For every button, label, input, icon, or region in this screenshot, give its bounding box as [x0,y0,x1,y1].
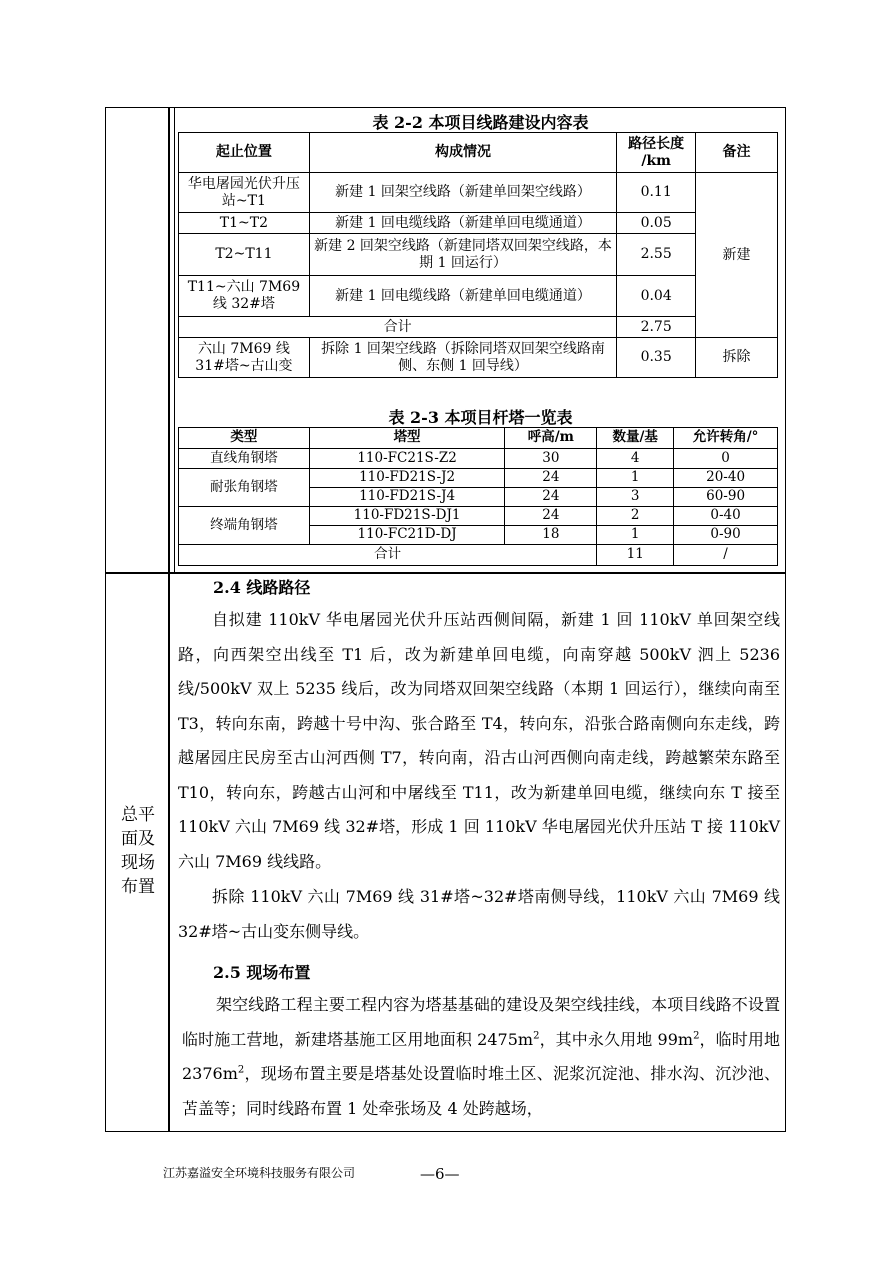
cell-position: 六山 7M69 线 31#塔~古山变 [179,338,310,378]
table-header-row [179,133,778,173]
cell-position: T11~六山 7M69 线 32#塔 [179,276,310,317]
header-composition: 构成情况 [309,133,616,173]
header-quantity: 数量/基 [597,428,674,449]
cell-total-label: 合计 [179,317,617,338]
header-length: 路径长度 /km [617,133,696,173]
cell-position: 华电屠园光伏升压站~T1 [179,173,310,213]
column-divider [168,107,170,1132]
section-2-5-heading: 2.5 现场布置 [213,963,311,982]
table-row [179,213,778,234]
cell-length: 0.11 [617,173,696,213]
cell-type: 耐张角钢塔 [179,469,310,507]
cell-composition: 新建 1 回电缆线路（新建单回电缆通道） [309,276,616,317]
cell-quantity: 4 [597,449,674,469]
table-header-row [179,428,778,449]
table-2-3-title: 表 2-3 本项目杆塔一览表 [388,408,573,427]
cell-total-quantity: 11 [597,545,674,566]
cell-total-label: 合计 [179,545,597,566]
cell-height: 30 [505,449,597,469]
cell-composition: 新建 1 回架空线路（新建单回架空线路） [309,173,616,213]
cell-height: 24 [505,469,597,488]
header-model: 塔型 [309,428,505,449]
side-label-line: 布置 [121,877,155,897]
cell-composition: 新建 1 回电缆线路（新建单回电缆通道） [309,213,616,234]
cell-quantity: 1 [597,526,674,545]
cell-length: 0.04 [617,276,696,317]
side-label-line: 总平 [121,805,155,825]
cell-height: 24 [505,507,597,526]
cell-angle: 20-40 [674,469,778,488]
cell-height: 24 [505,488,597,507]
header-type: 类型 [179,428,310,449]
table-row [179,276,778,317]
header-angle: 允许转角/° [674,428,778,449]
cell-note-new: 新建 [696,173,778,338]
line-construction-table [178,132,778,378]
cell-model: 110-FC21D-DJ [309,526,505,545]
table-total-row [179,317,778,338]
cell-position: T2~T11 [179,234,310,276]
cell-composition: 新建 2 回架空线路（新建同塔双回架空线路，本期 1 回运行） [309,234,616,276]
page-number: —6— [420,1165,460,1183]
header-height: 呼高/m [505,428,597,449]
header-position: 起止位置 [179,133,310,173]
cell-model: 110-FD21S-J4 [309,488,505,507]
section-side-label [112,803,164,899]
cell-angle: 0-90 [674,526,778,545]
table-row [179,469,778,488]
cell-quantity: 1 [597,469,674,488]
cell-type: 直线角钢塔 [179,449,310,469]
section-2-4-paragraph-2: 拆除 110kV 六山 7M69 线 31#塔~32#塔南侧导线，110kV 六山 7M69 线 32#塔~古山变东侧导线。 [178,887,780,941]
cell-model: 110-FD21S-J2 [309,469,505,488]
cell-quantity: 3 [597,488,674,507]
side-label-line: 现场 [121,853,155,873]
cell-length: 0.35 [617,338,696,378]
cell-model: 110-FC21S-Z2 [309,449,505,469]
table-row [179,338,778,378]
cell-length: 2.55 [617,234,696,276]
table-row [179,449,778,469]
section-2-5-paragraph: 架空线路工程主要工程内容为塔基基础的建设及架空线挂线，本项目线路不设置临时施工营地，新建塔基施工区用地面积 $2475m^2$，其中永久用地 $99m^2$，临时用地 $2376m^2$，现场布置主要是塔基处设置临时堆土区、泥浆沉淀池、排水沟、沉沙池、苫盖等；同时线路布置 1 处牵张场及 4 处跨越场， [182,995,780,1118]
cell-total-angle: / [674,545,778,566]
cell-type: 终端角钢塔 [179,507,310,545]
footer-company: 江苏嘉溢安全环境科技服务有限公司 [163,1166,356,1180]
cell-note-remove: 拆除 [696,338,778,378]
side-label-line: 面及 [121,829,155,849]
cell-angle: 0-40 [674,507,778,526]
cell-total-length: 2.75 [617,317,696,338]
table-2-2-title: 表 2-2 本项目线路建设内容表 [372,113,589,132]
table-total-row [179,545,778,566]
section-2-4-paragraph-1: 自拟建 110kV 华电屠园光伏升压站西侧间隔，新建 1 回 110kV 单回架空线路，向西架空出线至 T1 后，改为新建单回电缆，向南穿越 500kV 泗上 5236 线/500kV 双上 5235 线后，改为同塔双回架空线路（本期 1 回运行），继续向南至 T3，转向东南，跨越十号中沟、张合路至 T4，转向东，沿张合路南侧向东走线，跨越屠园庄民房至古山河西侧 T7，转向南，沿古山河西侧向南走线，跨越繁荣东路至 T10，转向东，跨越古山河和中屠线至 T11，改为新建单回电缆，继续向东 T 接至 110kV 六山 7M69 线 32#塔，形成 1 回 110kV 华电屠园光伏升压站 T 接 110kV 六山 7M69 线线路。 [178,610,780,871]
cell-position: T1~T2 [179,213,310,234]
section-2-4-heading: 2.4 线路路径 [213,578,311,597]
cell-composition: 拆除 1 回架空线路（拆除同塔双回架空线路南侧、东侧 1 回导线） [309,338,616,378]
cell-angle: 60-90 [674,488,778,507]
table-row [179,507,778,526]
table-row [179,234,778,276]
cell-quantity: 2 [597,507,674,526]
table-row [179,173,778,213]
header-note: 备注 [696,133,778,173]
cell-height: 18 [505,526,597,545]
tower-list-table [178,427,778,566]
section-divider [105,572,786,574]
cell-model: 110-FD21S-DJ1 [309,507,505,526]
cell-length: 0.05 [617,213,696,234]
inner-column-divider [174,107,175,573]
cell-angle: 0 [674,449,778,469]
